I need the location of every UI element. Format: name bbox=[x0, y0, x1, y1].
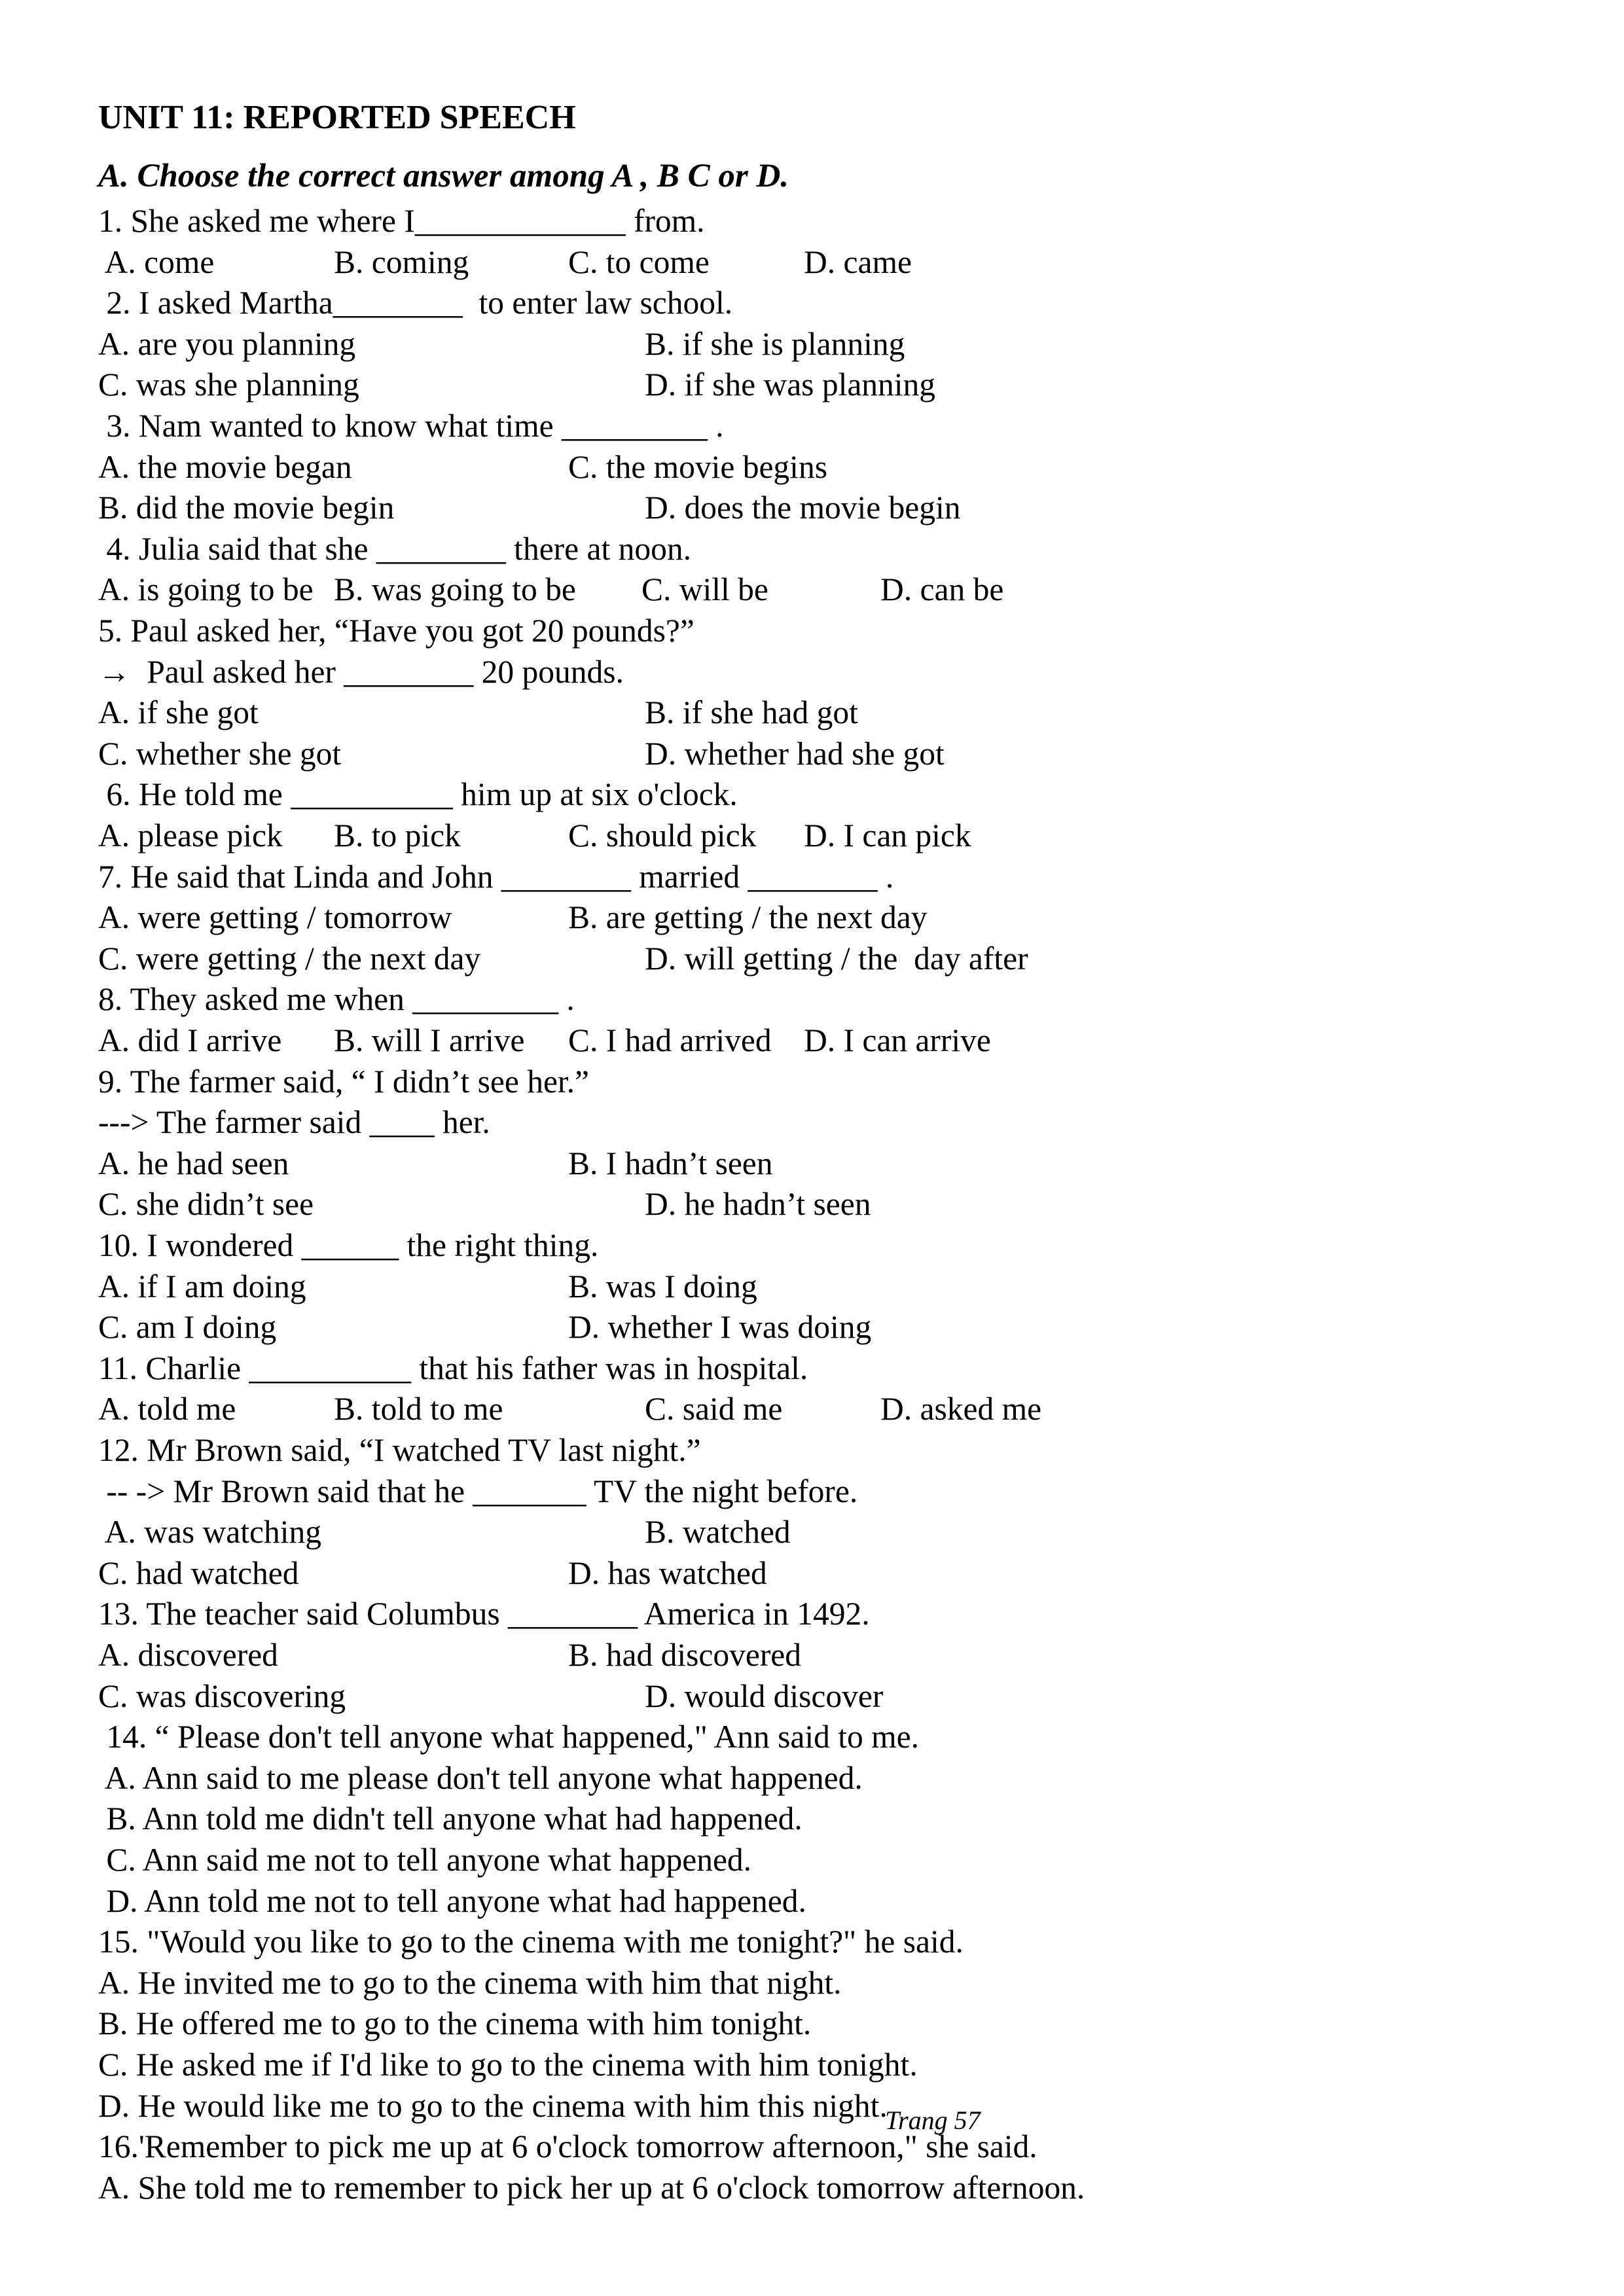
answer-option: C. she didn’t see bbox=[98, 1186, 314, 1223]
line-text: A. Ann said to me please don't tell anyone what happened. bbox=[98, 1759, 863, 1796]
line-text: -- -> Mr Brown said that he _______ TV the night before. bbox=[98, 1473, 858, 1509]
line-text: B. He offered me to go to the cinema with him tonight. bbox=[98, 2005, 812, 2042]
answer-option: D. I can pick bbox=[804, 817, 971, 853]
line-text: 8. They asked me when _________ . bbox=[98, 981, 575, 1018]
answer-option: A. if she got bbox=[98, 694, 259, 731]
answer-option: B. told to me bbox=[334, 1391, 503, 1427]
answer-option: B. if she is planning bbox=[645, 325, 905, 362]
answer-option: D. he hadn’t seen bbox=[645, 1186, 871, 1223]
answer-option: A. did I arrive bbox=[98, 1022, 282, 1058]
line-text: → Paul asked her ________ 20 pounds. bbox=[98, 653, 624, 690]
answer-option: D. if she was planning bbox=[645, 367, 936, 403]
answer-option: D. whether I was doing bbox=[568, 1309, 872, 1346]
line-text: D. Ann told me not to tell anyone what had happened. bbox=[98, 1882, 806, 1919]
answer-option: D. can be bbox=[880, 571, 1004, 608]
answer-option: C. the movie begins bbox=[568, 448, 827, 485]
line-text: C. Ann said me not to tell anyone what happened. bbox=[98, 1842, 752, 1878]
line-text: C. He asked me if I'd like to go to the cinema with him tonight. bbox=[98, 2047, 918, 2083]
line-text: 4. Julia said that she ________ there at noon. bbox=[98, 530, 691, 567]
line-text: 1. She asked me where I_____________ from. bbox=[98, 203, 705, 239]
section-a-instruction: A. Choose the correct answer among A , B C or D. bbox=[98, 158, 789, 194]
unit-title: UNIT 11: REPORTED SPEECH bbox=[98, 99, 576, 136]
answer-option: B. was I doing bbox=[568, 1268, 757, 1304]
line-text: 9. The farmer said, “ I didn’t see her.” bbox=[98, 1063, 590, 1100]
line-text: A. He invited me to go to the cinema with him that night. bbox=[98, 1964, 842, 2001]
answer-option: B. are getting / the next day bbox=[568, 899, 928, 936]
answer-option: C. had watched bbox=[98, 1554, 299, 1591]
answer-option: D. will getting / the day after bbox=[645, 940, 1028, 977]
answer-option: C. was discovering bbox=[98, 1677, 346, 1714]
answer-option: D. would discover bbox=[645, 1677, 884, 1714]
line-text: 14. “ Please don't tell anyone what happened," Ann said to me. bbox=[98, 1719, 919, 1755]
line-text: 15. "Would you like to go to the cinema with me tonight?" he said. bbox=[98, 1924, 964, 1960]
line-text: 11. Charlie __________ that his father was in hospital. bbox=[98, 1350, 808, 1386]
line-text: 3. Nam wanted to know what time _________ . bbox=[98, 408, 724, 444]
answer-option: C. should pick bbox=[568, 817, 757, 853]
answer-option: A. were getting / tomorrow bbox=[98, 899, 452, 936]
answer-option: C. whether she got bbox=[98, 735, 342, 772]
answer-option: A. if I am doing bbox=[98, 1268, 306, 1304]
line-text: 2. I asked Martha________ to enter law school. bbox=[98, 285, 733, 321]
answer-option: B. watched bbox=[645, 1514, 791, 1551]
page-number: Trang 57 bbox=[885, 2106, 981, 2135]
answer-option: B. to pick bbox=[334, 817, 461, 853]
answer-option: D. whether had she got bbox=[645, 735, 945, 772]
answer-option: A. please pick bbox=[98, 817, 283, 853]
line-text: ---> The farmer said ____ her. bbox=[98, 1104, 490, 1141]
line-text: D. He would like me to go to the cinema with him this night. bbox=[98, 2087, 888, 2124]
line-text: 12. Mr Brown said, “I watched TV last night.” bbox=[98, 1432, 701, 1468]
answer-option: B. I hadn’t seen bbox=[568, 1145, 773, 1181]
answer-option: B. will I arrive bbox=[334, 1022, 525, 1058]
answer-option: A. the movie began bbox=[98, 448, 352, 485]
answer-option: C. I had arrived bbox=[568, 1022, 772, 1058]
answer-option: A. was watching bbox=[98, 1514, 321, 1551]
line-text: 10. I wondered ______ the right thing. bbox=[98, 1227, 599, 1263]
answer-option: C. said me bbox=[645, 1391, 783, 1427]
answer-option: A. he had seen bbox=[98, 1145, 289, 1181]
answer-option: A. told me bbox=[98, 1391, 236, 1427]
answer-option: A. are you planning bbox=[98, 325, 356, 362]
answer-option: C. will be bbox=[641, 571, 768, 608]
answer-option: D. has watched bbox=[568, 1554, 767, 1591]
line-text: B. Ann told me didn't tell anyone what had happened. bbox=[98, 1801, 803, 1837]
answer-option: C. were getting / the next day bbox=[98, 940, 481, 977]
line-text: 16.'Remember to pick me up at 6 o'clock tomorrow afternoon," she said. bbox=[98, 2128, 1038, 2165]
answer-option: D. asked me bbox=[880, 1391, 1042, 1427]
answer-option: A. come bbox=[98, 243, 215, 280]
answer-option: D. I can arrive bbox=[804, 1022, 991, 1058]
answer-option: D. came bbox=[804, 243, 912, 280]
answer-option: A. is going to be bbox=[98, 571, 314, 608]
answer-option: B. was going to be bbox=[334, 571, 576, 608]
line-text: 13. The teacher said Columbus ________ America in 1492. bbox=[98, 1596, 870, 1632]
line-text: 7. He said that Linda and John ________ married ________ . bbox=[98, 858, 894, 895]
answer-option: C. am I doing bbox=[98, 1309, 277, 1346]
answer-option: A. discovered bbox=[98, 1637, 278, 1673]
line-text: 5. Paul asked her, “Have you got 20 pounds?” bbox=[98, 613, 695, 649]
answer-option: D. does the movie begin bbox=[645, 490, 961, 526]
answer-option: B. coming bbox=[334, 243, 469, 280]
answer-option: C. was she planning bbox=[98, 367, 359, 403]
line-text: A. She told me to remember to pick her up at 6 o'clock tomorrow afternoon. bbox=[98, 2169, 1085, 2206]
answer-option: B. had discovered bbox=[568, 1637, 802, 1673]
answer-option: B. if she had got bbox=[645, 694, 858, 731]
answer-option: C. to come bbox=[568, 243, 710, 280]
answer-option: B. did the movie begin bbox=[98, 490, 395, 526]
line-text: 6. He told me __________ him up at six o'clock. bbox=[98, 776, 738, 813]
